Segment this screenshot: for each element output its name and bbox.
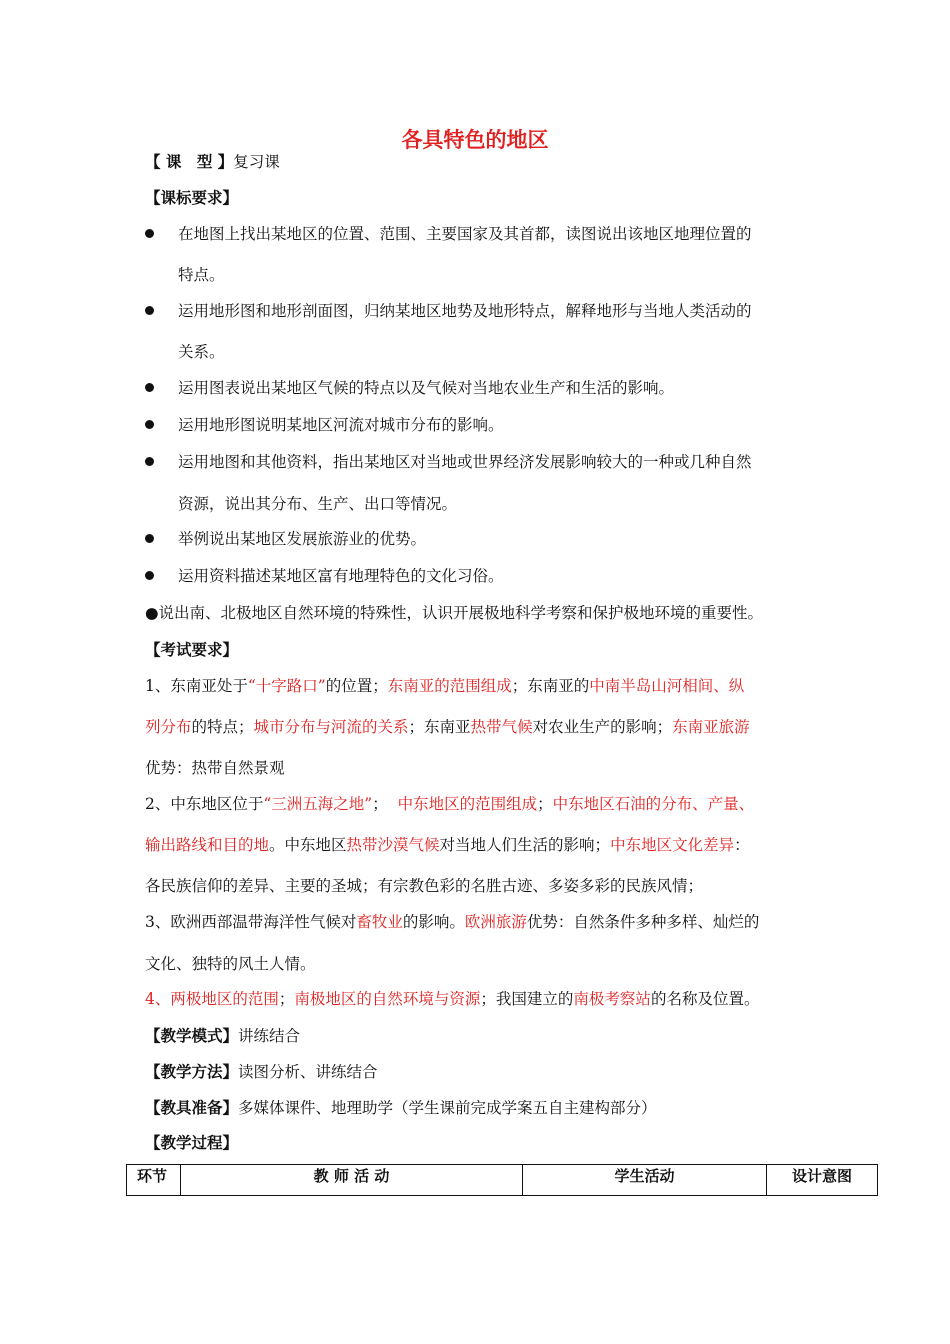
text-run: 。中东地区 — [269, 836, 347, 854]
standards-item-8 — [145, 603, 763, 623]
highlight-run: 东南亚旅游 — [672, 718, 750, 736]
text-run: 1、东南亚处于 — [145, 677, 248, 695]
exam-p4-line1 — [145, 989, 759, 1009]
exam-p1-line1 — [145, 676, 744, 696]
teaching-method-value: 读图分析、讲练结合 — [238, 1063, 378, 1081]
standards-heading: 【课标要求】 — [145, 189, 239, 207]
column-header-student: 学生活动 — [523, 1165, 767, 1196]
teaching-aids-line — [145, 1098, 657, 1118]
standards-item-2-cont: 关系。 — [178, 343, 225, 361]
text-run: 的名称及位置。 — [650, 990, 760, 1008]
bullet-icon — [145, 571, 154, 580]
standards-item-5: 运用地图和其他资料，指出某地区对当地或世界经济发展影响较大的一种或几种自然 — [178, 453, 752, 471]
course-type-value: 复习课 — [233, 153, 280, 171]
column-header-intent: 设计意图 — [767, 1165, 878, 1196]
course-type-line — [145, 152, 280, 172]
process-table — [126, 1164, 878, 1196]
text-run: ；我国建立的 — [480, 990, 574, 1008]
standards-item-1-cont: 特点。 — [178, 266, 225, 284]
bullet-icon — [145, 229, 154, 238]
teaching-method-label: 【教学方法】 — [145, 1063, 239, 1081]
highlight-run: 南极考察站 — [573, 990, 651, 1008]
standards-item-8-text: 说出南、北极地区自然环境的特殊性，认识开展极地科学考察和保护极地环境的重要性。 — [158, 604, 764, 622]
exam-p2-line1 — [145, 794, 754, 814]
teaching-aids-label: 【教具准备】 — [145, 1099, 239, 1117]
exam-p3-line1 — [145, 912, 759, 932]
text-run: 2、中东地区位于 — [145, 795, 264, 813]
teaching-mode-line — [145, 1026, 300, 1046]
exam-p3-line2: 文化、独特的风土人情。 — [145, 955, 316, 973]
exam-p2-line3: 各民族信仰的差异、主要的圣城；有宗教色彩的名胜古迹、多姿多彩的民族风情； — [145, 877, 704, 895]
text-run: 优势：自然条件多种多样、灿烂的 — [526, 913, 760, 931]
text-run: 的位置； — [325, 677, 388, 695]
teaching-method-line — [145, 1062, 378, 1082]
highlight-run: 4、两极地区的范围 — [145, 990, 279, 1008]
highlight-run: 热带气候 — [470, 718, 533, 736]
highlight-run: 中东地区石油的分布、产量、 — [552, 795, 755, 813]
highlight-run: “三洲五海之地” — [263, 795, 373, 813]
highlight-run: 中东地区的范围组成 — [397, 795, 538, 813]
bullet-glyph: ● — [145, 604, 159, 622]
teaching-aids-value: 多媒体课件、地理助学（学生课前完成学案五自主建构部分） — [238, 1099, 657, 1117]
highlight-run: 热带沙漠气候 — [346, 836, 440, 854]
highlight-run: 中南半岛山河相间、纵 — [589, 677, 745, 695]
highlight-run: “十字路口” — [247, 677, 326, 695]
exam-p2-line2 — [145, 835, 750, 855]
column-header-teacher: 教 师 活 动 — [181, 1165, 523, 1196]
process-heading: 【教学过程】 — [145, 1134, 239, 1152]
text-run: ； — [278, 990, 295, 1008]
standards-item-4: 运用地形图说明某地区河流对城市分布的影响。 — [178, 416, 504, 434]
highlight-run: 畜牧业 — [356, 913, 403, 931]
text-run: ： — [734, 836, 750, 854]
standards-item-1: 在地图上找出某地区的位置、范围、主要国家及其首都，读图说出该地区地理位置的 — [178, 225, 752, 243]
text-run: ； — [372, 795, 398, 813]
bullet-icon — [145, 420, 154, 429]
teaching-mode-value: 讲练结合 — [238, 1027, 301, 1045]
standards-item-3: 运用图表说出某地区气候的特点以及气候对当地农业生产和生活的影响。 — [178, 379, 675, 397]
bullet-icon — [145, 383, 154, 392]
teaching-mode-label: 【教学模式】 — [145, 1027, 239, 1045]
text-run: 对当地人们生活的影响； — [439, 836, 611, 854]
standards-item-2: 运用地形图和地形剖面图，归纳某地区地势及地形特点，解释地形与当地人类活动的 — [178, 302, 752, 320]
highlight-run: 中东地区文化差异 — [610, 836, 735, 854]
standards-item-6: 举例说出某地区发展旅游业的优势。 — [178, 530, 427, 548]
standards-item-7: 运用资料描述某地区富有地理特色的文化习俗。 — [178, 567, 504, 585]
highlight-run: 南极地区的自然环境与资源 — [294, 990, 481, 1008]
text-run: 的特点； — [191, 718, 254, 736]
highlight-run: 欧洲旅游 — [464, 913, 527, 931]
table-header-row — [127, 1165, 878, 1196]
highlight-run: 东南亚的范围组成 — [387, 677, 512, 695]
course-type-label: 【 课 型 】 — [145, 153, 234, 171]
exam-p1-line2 — [145, 717, 750, 737]
standards-item-5-cont: 资源，说出其分布、生产、出口等情况。 — [178, 495, 458, 513]
highlight-run: 列分布 — [145, 718, 192, 736]
exam-p1-line3: 优势：热带自然景观 — [145, 759, 285, 777]
bullet-icon — [145, 534, 154, 543]
text-run: 的影响。 — [402, 913, 465, 931]
text-run: ； — [537, 795, 553, 813]
column-header-stage: 环节 — [127, 1165, 181, 1196]
text-run: ；东南亚的 — [511, 677, 590, 695]
page-title: 各具特色的地区 — [401, 128, 549, 152]
exam-heading: 【考试要求】 — [145, 641, 239, 659]
highlight-run: 输出路线和目的地 — [145, 836, 270, 854]
highlight-run: 城市分布与河流的关系 — [253, 718, 409, 736]
bullet-icon — [145, 306, 154, 315]
bullet-icon — [145, 457, 154, 466]
text-run: 对农业生产的影响； — [532, 718, 673, 736]
text-run: 3、欧洲西部温带海洋性气候对 — [145, 913, 357, 931]
text-run: ；东南亚 — [408, 718, 471, 736]
